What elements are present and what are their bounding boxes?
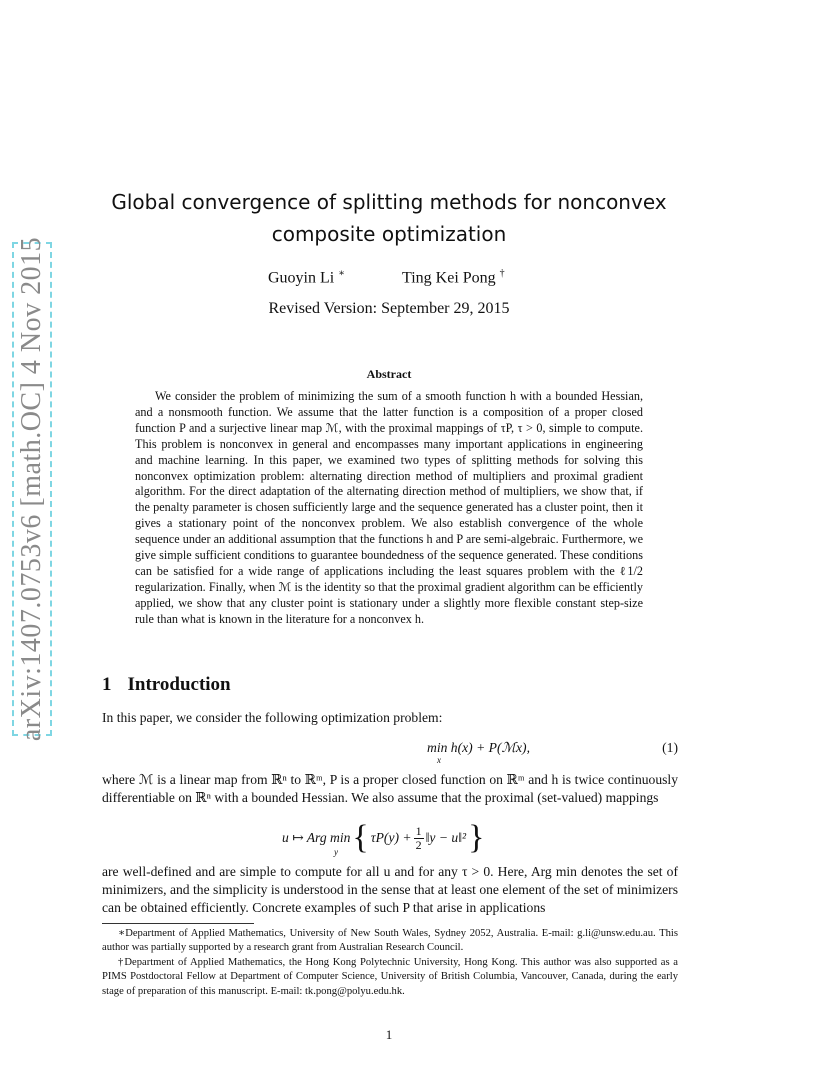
footnote-divider — [102, 923, 254, 924]
abstract-body: We consider the problem of minimizing the sum of a smooth function h with a bounded Hessian, and a nonsmooth function. We assume that the latter function is a composition of a proper closed function P and a surjective linear map ℳ, with the proximal mappings of τP, τ > 0, simple to compute. This problem is nonconvex in general and encompasses many important applications in engineering and machine learning. In this paper, we examined two types of splitting methods for solving this nonconvex optimization problem: alternating direction method of multipliers and proximal gradient algorithm. For the direct adaptation of the alternating direction method of multipliers, we show that, if the penalty parameter is chosen sufficiently large and the sequence generated has a cluster point, then it gives a stationary point of the nonconvex problem. We also establish convergence of the whole sequence under an additional assumption that the functions h and P are semi-algebraic. Furthermore, we give simple sufficient conditions to guarantee boundedness of the sequence generated. These conditions can be satisfied for a wide range of applications including the least squares problem with the ℓ1/2 regularization. Finally, when ℳ is the identity so that the proximal gradient algorithm can be efficiently applied, we show that any cluster point is stationary under a slightly more flexible constant step-size rule than what is known in the literature for a nonconvex h. — [135, 389, 643, 626]
paper-title — [100, 186, 678, 250]
equation-number: (1) — [662, 740, 678, 755]
revision-date: Revised Version: September 29, 2015 — [268, 300, 510, 317]
author-footnote-mark: ∗ — [338, 268, 346, 279]
section-number: 1 — [102, 674, 112, 695]
arxiv-identifier-text: arXiv:1407.0753v6 [math.OC] 4 Nov 2015 — [16, 236, 47, 742]
abstract-heading: Abstract — [366, 367, 412, 381]
footnotes — [102, 927, 678, 999]
equation-subscript: y — [334, 847, 338, 857]
author-name: Guoyin Li ∗ — [268, 268, 346, 287]
body-paragraph: In this paper, we consider the following optimization problem: — [102, 710, 443, 725]
body-paragraph: where ℳ is a linear map from ℝⁿ to ℝᵐ, P is a proper closed function on ℝᵐ and h is twice continuously differentiable on ℝⁿ with a bounded Hessian. We also assume that the proximal (set-valued) mappings — [102, 772, 678, 805]
footnote: ∗Department of Applied Mathematics, University of New South Wales, Sydney 2052, Australia. E-mail: g.li@unsw.edu.au. This author was partially supported by a research grant from Australian Research Council. — [102, 928, 678, 954]
title-line-1: Global convergence of splitting methods for nonconvex — [111, 190, 667, 214]
section-heading — [102, 674, 231, 696]
equation-formula: u ↦ Arg min { τP(y) + $\frac{1}{2}$ ‖y − u‖² } — [282, 819, 485, 856]
body-paragraph: are well-defined and are simple to compute for all u and for any τ > 0. Here, Arg min denotes the set of minimizers, and the simplicity is understood in the sense that at least one element of the set of minimizers can be obtained efficiently. Concrete examples of such P that arise in applications — [102, 864, 678, 915]
page-number: 1 — [385, 1027, 393, 1042]
author-footnote-mark: † — [499, 268, 505, 279]
equation-subscript: x — [437, 755, 441, 765]
title-line-2: composite optimization — [271, 222, 507, 246]
display-equation — [102, 817, 678, 861]
fraction: $\frac{1}{2}$ — [415, 823, 422, 852]
display-equation — [102, 738, 678, 766]
author-name: Ting Kei Pong † — [402, 268, 505, 287]
equation-formula: min h(x) + P(ℳx), — [427, 740, 530, 755]
section-title: Introduction — [127, 674, 231, 695]
footnote: †Department of Applied Mathematics, the Hong Kong Polytechnic University, Hong Kong. This author was also supported as a PIMS Postdoctoral Fellow at Department of Computer Science, University of British Columbia, Vancouver, Canada, during the early stage of preparation of this manuscript. E-mail: tk.pong@polyu.edu.hk. — [102, 956, 678, 997]
